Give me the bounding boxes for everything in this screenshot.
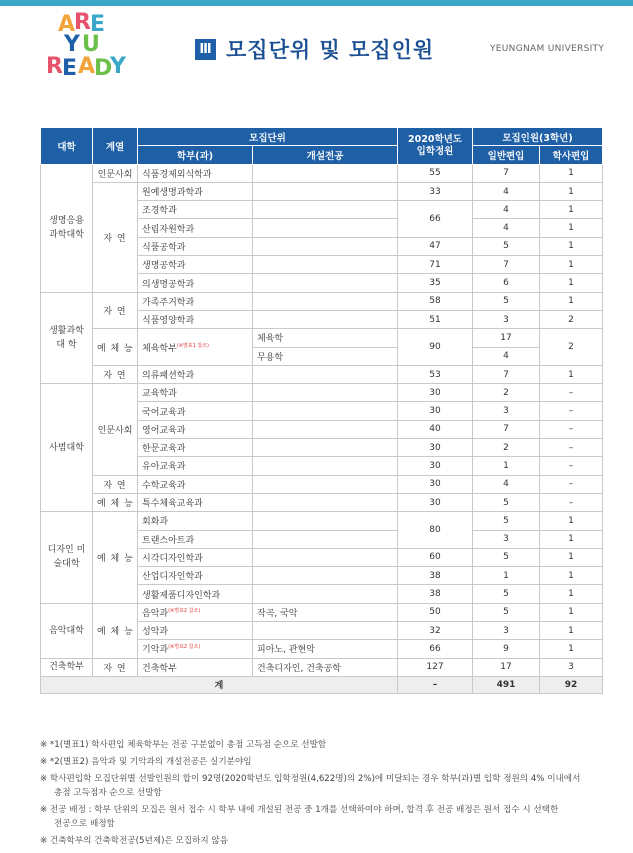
footnote: ※ *2(별표2) 음악과 및 기악과의 개설전공은 실기분야임	[40, 757, 252, 767]
dept-cell: 체육학부$^{(※별표1 참조)}$	[138, 329, 253, 366]
general-cell: 3	[473, 530, 540, 548]
major-cell	[253, 420, 398, 438]
general-cell: 2	[473, 439, 540, 457]
major-cell: 건축디자인, 건축공학	[253, 658, 398, 676]
major-cell	[253, 164, 398, 182]
table-row	[41, 493, 603, 511]
header-general: 일반편입	[473, 146, 540, 164]
section-number-box: Ⅲ	[195, 39, 216, 60]
major-cell	[253, 219, 398, 237]
general-cell: 5	[473, 603, 540, 621]
quota-cell: 50	[398, 603, 473, 621]
major-cell	[253, 548, 398, 566]
major-cell: 작곡, 국악	[253, 603, 398, 621]
dept-cell: 생활제품디자인학과	[138, 585, 253, 603]
dept-cell: 특수체육교육과	[138, 493, 253, 511]
dept-cell: 수학교육과	[138, 475, 253, 493]
total-general: 491	[473, 676, 540, 693]
quota-cell: 60	[398, 548, 473, 566]
table-row	[41, 603, 603, 621]
footnotes	[40, 738, 605, 851]
quota-cell: 32	[398, 622, 473, 640]
header-unit-group: 모집단위	[138, 128, 398, 146]
general-cell: 7	[473, 365, 540, 383]
quota-cell: 30	[398, 457, 473, 475]
major-cell	[253, 201, 398, 219]
total-row	[41, 676, 603, 693]
general-cell: 4	[473, 219, 540, 237]
general-cell: 6	[473, 274, 540, 292]
quota-cell: 55	[398, 164, 473, 182]
bachelor-cell: 3	[540, 658, 603, 676]
header-bachelor: 학사편입	[540, 146, 603, 164]
category-cell: 자 연	[93, 292, 138, 329]
quota-cell: 66	[398, 640, 473, 658]
total-label: 계	[41, 676, 398, 693]
bachelor-cell: 1	[540, 548, 603, 566]
quota-cell: 30	[398, 439, 473, 457]
category-cell: 인문사회	[93, 164, 138, 182]
dept-cell: 식품영양학과	[138, 310, 253, 328]
bachelor-cell: –	[540, 384, 603, 402]
table-row	[41, 512, 603, 530]
bachelor-cell: 1	[540, 237, 603, 255]
college-cell: 생활과학 대 학	[41, 292, 93, 383]
general-cell: 7	[473, 256, 540, 274]
footnote: ※ 학사편입학 모집단위별 선발인원의 합이 92명(2020학년도 입학정원(4,622명)의 2%)에 미달되는 경우 학부(과)별 입학 정원의 4% 이내에서 총점 고득점자 순으로 선발함	[40, 774, 581, 798]
category-cell: 인문사회	[93, 384, 138, 475]
header-category: 계열	[93, 128, 138, 165]
category-cell: 자 연	[93, 475, 138, 493]
major-cell: 피아노, 관현악	[253, 640, 398, 658]
dept-cell: 의생명공학과	[138, 274, 253, 292]
quota-cell: 33	[398, 182, 473, 200]
category-cell: 자 연	[93, 658, 138, 676]
header-recruit-group: 모집인원(3학년)	[473, 128, 603, 146]
college-cell: 건축학부	[41, 658, 93, 676]
table-row	[41, 658, 603, 676]
quota-cell: 58	[398, 292, 473, 310]
quota-cell: 127	[398, 658, 473, 676]
table-row	[41, 182, 603, 200]
bachelor-cell: 1	[540, 274, 603, 292]
major-cell	[253, 457, 398, 475]
bachelor-cell: 2	[540, 329, 603, 366]
quota-cell: 38	[398, 567, 473, 585]
general-cell: 1	[473, 457, 540, 475]
dept-cell: 건축학부	[138, 658, 253, 676]
major-cell	[253, 530, 398, 548]
quota-cell: 71	[398, 256, 473, 274]
general-cell: 7	[473, 420, 540, 438]
quota-cell: 38	[398, 585, 473, 603]
total-bachelor: 92	[540, 676, 603, 693]
dept-cell: 시각디자인학과	[138, 548, 253, 566]
general-cell: 4	[473, 347, 540, 365]
general-cell: 4	[473, 182, 540, 200]
bachelor-cell: 1	[540, 365, 603, 383]
college-cell: 디자인 미술대학	[41, 512, 93, 603]
dept-cell: 한문교육과	[138, 439, 253, 457]
bachelor-cell: –	[540, 475, 603, 493]
table-row	[41, 164, 603, 182]
major-cell	[253, 182, 398, 200]
major-cell	[253, 439, 398, 457]
bachelor-cell: 2	[540, 310, 603, 328]
general-cell: 9	[473, 640, 540, 658]
table-row	[41, 365, 603, 383]
quota-cell: 30	[398, 493, 473, 511]
footnote: ※ 전공 배정 : 학부 단위의 모집은 원서 접수 시 학부 내에 개설된 전공 중 1개를 선택하여야 하며, 합격 후 전공 배정은 원서 접수 시 선택한 전공으로 배정함	[40, 805, 559, 829]
bachelor-cell: 1	[540, 622, 603, 640]
general-cell: 17	[473, 658, 540, 676]
quota-cell: 51	[398, 310, 473, 328]
header-dept: 학부(과)	[138, 146, 253, 164]
general-cell: 3	[473, 622, 540, 640]
general-cell: 4	[473, 201, 540, 219]
major-cell	[253, 622, 398, 640]
college-cell: 사범대학	[41, 384, 93, 512]
quota-cell: 80	[398, 512, 473, 549]
bachelor-cell: 1	[540, 292, 603, 310]
recruitment-table	[40, 127, 603, 694]
footnote: ※ 건축학부의 건축학전공(5년제)은 모집하지 않음	[40, 836, 229, 846]
dept-cell: 원예생명과학과	[138, 182, 253, 200]
bachelor-cell: –	[540, 457, 603, 475]
major-cell: 무용학	[253, 347, 398, 365]
note-ref: (※별표1 참조)	[176, 342, 209, 349]
dept-cell: 성악과	[138, 622, 253, 640]
bachelor-cell: 1	[540, 567, 603, 585]
header-college: 대학	[41, 128, 93, 165]
major-cell	[253, 402, 398, 420]
bachelor-cell: 1	[540, 530, 603, 548]
major-cell	[253, 237, 398, 255]
top-accent-bar	[0, 0, 633, 6]
footnote: ※ *1(별표1) 학사편입 체육학부는 전공 구분없이 총점 고득점 순으로 선발함	[40, 740, 327, 750]
header-quota: 2020학년도 입학정원	[398, 128, 473, 165]
major-cell	[253, 475, 398, 493]
college-cell: 생명응용 과학대학	[41, 164, 93, 292]
quota-cell: 30	[398, 475, 473, 493]
bachelor-cell: 1	[540, 219, 603, 237]
general-cell: 7	[473, 164, 540, 182]
major-cell	[253, 493, 398, 511]
dept-cell: 산림자원학과	[138, 219, 253, 237]
major-cell	[253, 310, 398, 328]
major-cell	[253, 585, 398, 603]
dept-cell: 식품공학과	[138, 237, 253, 255]
category-cell: 예 체 능	[93, 329, 138, 366]
bachelor-cell: –	[540, 439, 603, 457]
bachelor-cell: 1	[540, 164, 603, 182]
quota-cell: 35	[398, 274, 473, 292]
category-cell: 예 체 능	[93, 512, 138, 603]
bachelor-cell: 1	[540, 182, 603, 200]
dept-cell: 기악과$^{(※별표2 참조)}$	[138, 640, 253, 658]
general-cell: 5	[473, 493, 540, 511]
table-row	[41, 475, 603, 493]
dept-cell: 식품경제외식학과	[138, 164, 253, 182]
note-ref: (※별표2 참조)	[168, 607, 201, 614]
quota-cell: 53	[398, 365, 473, 383]
major-cell	[253, 384, 398, 402]
quota-cell: 90	[398, 329, 473, 366]
general-cell: 5	[473, 585, 540, 603]
note-ref: (※별표2 참조)	[168, 644, 201, 651]
bachelor-cell: 1	[540, 585, 603, 603]
bachelor-cell: –	[540, 420, 603, 438]
major-cell	[253, 256, 398, 274]
category-cell: 예 체 능	[93, 603, 138, 658]
category-cell: 자 연	[93, 182, 138, 292]
dept-cell: 국어교육과	[138, 402, 253, 420]
general-cell: 5	[473, 292, 540, 310]
are-yu-ready-logo: A R E Y U R E A D Y	[46, 10, 125, 81]
general-cell: 2	[473, 384, 540, 402]
total-quota: –	[398, 676, 473, 693]
dept-cell: 조경학과	[138, 201, 253, 219]
dept-cell: 교육학과	[138, 384, 253, 402]
quota-cell: 66	[398, 201, 473, 238]
dept-cell: 의류패션학과	[138, 365, 253, 383]
bachelor-cell: 1	[540, 640, 603, 658]
dept-cell: 음악과$^{(※별표2 참조)}$	[138, 603, 253, 621]
dept-cell: 트랜스아트과	[138, 530, 253, 548]
dept-cell: 산업디자인학과	[138, 567, 253, 585]
dept-cell: 회화과	[138, 512, 253, 530]
major-cell: 체육학	[253, 329, 398, 347]
quota-cell: 30	[398, 402, 473, 420]
dept-cell: 유아교육과	[138, 457, 253, 475]
dept-cell: 가족주거학과	[138, 292, 253, 310]
general-cell: 5	[473, 237, 540, 255]
bachelor-cell: 1	[540, 256, 603, 274]
table-row	[41, 384, 603, 402]
major-cell	[253, 365, 398, 383]
general-cell: 1	[473, 567, 540, 585]
general-cell: 4	[473, 475, 540, 493]
university-name: YEUNGNAM UNIVERSITY	[490, 44, 605, 54]
table-row	[41, 329, 603, 347]
table-row	[41, 292, 603, 310]
general-cell: 3	[473, 310, 540, 328]
major-cell	[253, 274, 398, 292]
dept-cell: 생명공학과	[138, 256, 253, 274]
quota-cell: 40	[398, 420, 473, 438]
dept-cell: 영어교육과	[138, 420, 253, 438]
major-cell	[253, 292, 398, 310]
general-cell: 3	[473, 402, 540, 420]
general-cell: 5	[473, 512, 540, 530]
college-cell: 음악대학	[41, 603, 93, 658]
category-cell: 예 체 능	[93, 493, 138, 511]
major-cell	[253, 567, 398, 585]
category-cell: 자 연	[93, 365, 138, 383]
general-cell: 5	[473, 548, 540, 566]
bachelor-cell: –	[540, 493, 603, 511]
header-major: 개설전공	[253, 146, 398, 164]
general-cell: 17	[473, 329, 540, 347]
bachelor-cell: 1	[540, 603, 603, 621]
bachelor-cell: –	[540, 402, 603, 420]
bachelor-cell: 1	[540, 512, 603, 530]
page-title: 모집단위 및 모집인원	[226, 38, 435, 62]
quota-cell: 30	[398, 384, 473, 402]
major-cell	[253, 512, 398, 530]
quota-cell: 47	[398, 237, 473, 255]
bachelor-cell: 1	[540, 201, 603, 219]
